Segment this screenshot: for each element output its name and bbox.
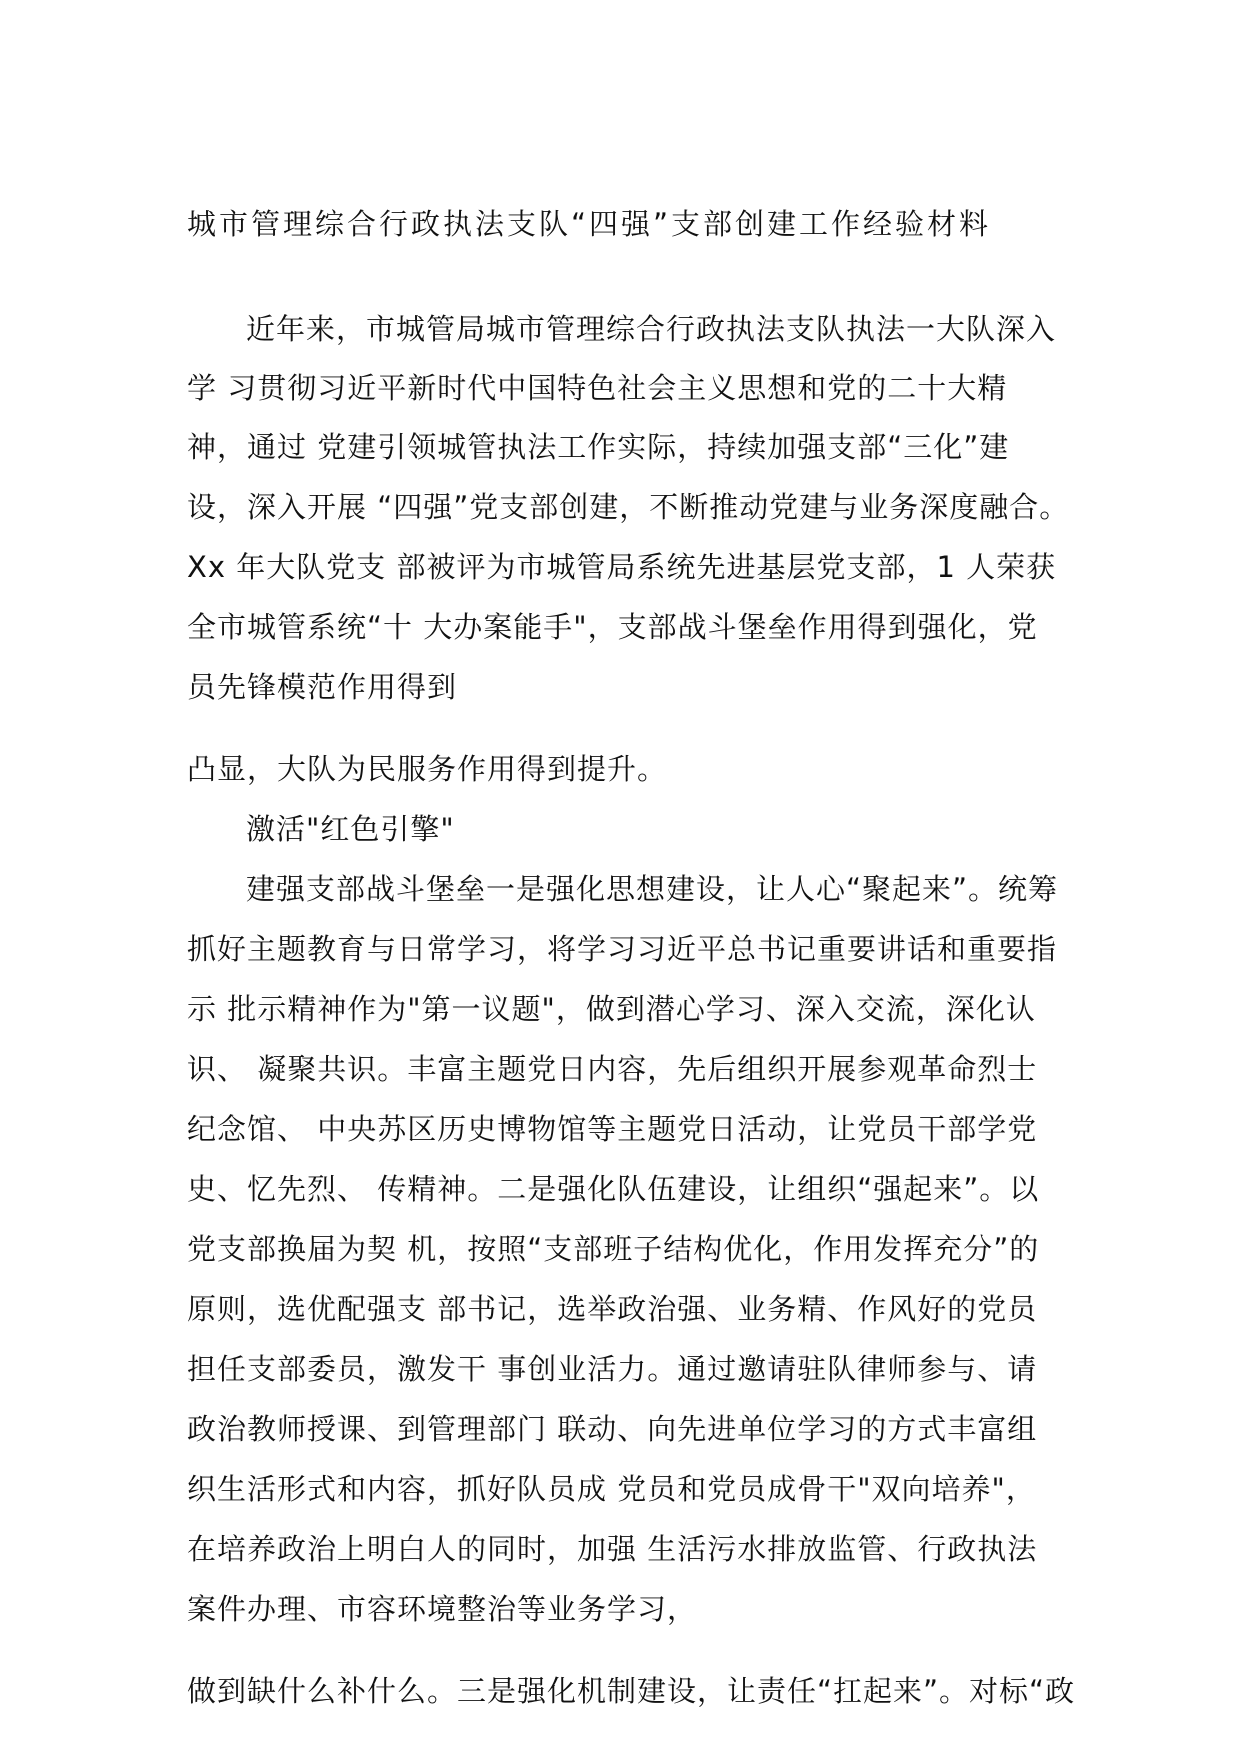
paragraph-line: 党支部换届为契 机，按照“支部班子结构优化，作用发挥充分”的 (187, 1232, 1040, 1266)
paragraph-line: 在培养政治上明白人的同时，加强 生活污水排放监管、行政执法 (187, 1532, 1038, 1566)
paragraph-line: 神，通过 党建引领城管执法工作实际，持续加强支部“三化”建 (187, 430, 1010, 464)
paragraph-line: 原则，选优配强支 部书记，选举政治强、业务精、作风好的党员 (187, 1292, 1038, 1326)
paragraph-line: 史、忆先烈、 传精神。二是强化队伍建设，让组织“强起来”。以 (187, 1172, 1040, 1206)
paragraph-line: 凸显，大队为民服务作用得到提升。 (187, 752, 668, 786)
paragraph-line: 全市城管系统“十 大办案能手"，支部战斗堡垒作用得到强化，党 (187, 610, 1038, 644)
paragraph-line: 纪念馆、 中央苏区历史博物馆等主题党日活动，让党员干部学党 (187, 1112, 1038, 1146)
paragraph-line: 近年来，市城管局城市管理综合行政执法支队执法一大队深入 (246, 312, 1057, 346)
paragraph-line: 织生活形式和内容，抓好队员成 党员和党员成骨干"双向培养"， (187, 1472, 1036, 1506)
paragraph-line: Xx 年大队党支 部被评为市城管局系统先进基层党支部，1 人荣获 (187, 550, 1057, 584)
paragraph-line: 学 习贯彻习近平新时代中国特色社会主义思想和党的二十大精 (187, 371, 1008, 405)
paragraph-line: 抓好主题教育与日常学习，将学习习近平总书记重要讲话和重要指 (187, 932, 1058, 966)
paragraph-line: 示 批示精神作为"第一议题"，做到潜心学习、深入交流，深化认 (187, 992, 1036, 1026)
paragraph-line: 建强支部战斗堡垒一是强化思想建设，让人心“聚起来”。统筹 (246, 872, 1059, 906)
section-heading: 激活"红色引擎" (246, 812, 455, 846)
document-title: 城市管理综合行政执法支队“四强”支部创建工作经验材料 (187, 207, 992, 241)
paragraph-line: 识、 凝聚共识。丰富主题党日内容，先后组织开展参观革命烈士 (187, 1052, 1038, 1086)
paragraph-line: 设，深入开展 “四强”党支部创建，不断推动党建与业务深度融合。 (187, 490, 1070, 524)
paragraph-line: 政治教师授课、到管理部门 联动、向先进单位学习的方式丰富组 (187, 1412, 1038, 1446)
paragraph-line: 案件办理、市容环境整治等业务学习， (187, 1592, 698, 1626)
paragraph-line: 做到缺什么补什么。三是强化机制建设，让责任“扛起来”。对标“政 (187, 1674, 1076, 1708)
paragraph-line: 员先锋模范作用得到 (187, 670, 458, 704)
paragraph-line: 担任支部委员，激发干 事创业活力。通过邀请驻队律师参与、请 (187, 1352, 1038, 1386)
